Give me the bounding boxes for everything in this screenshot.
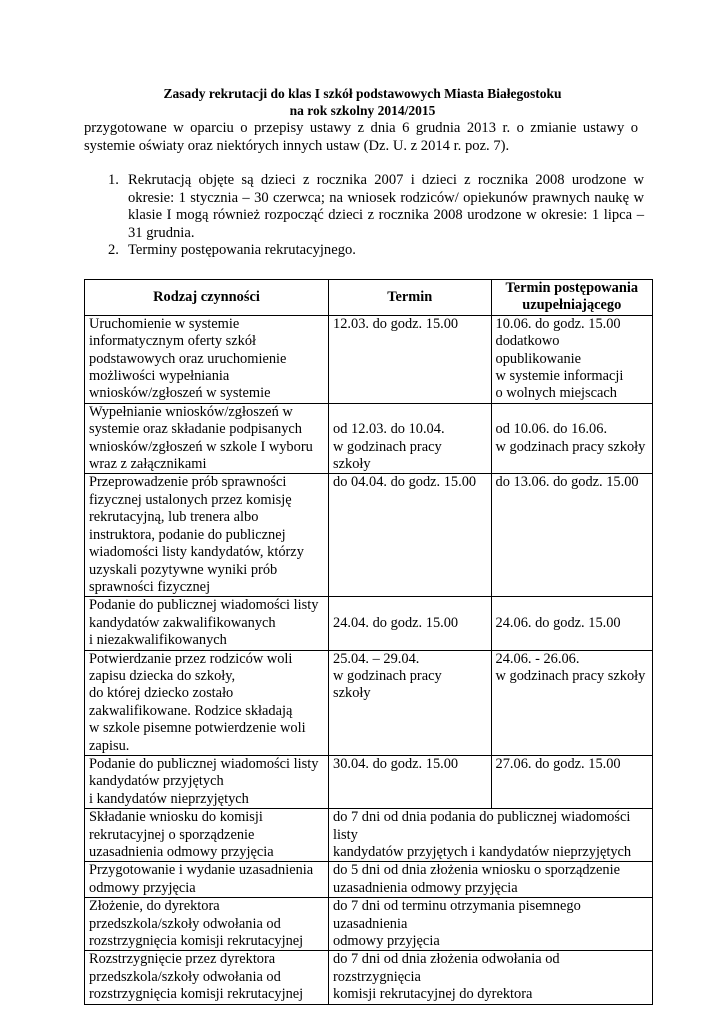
table-row	[85, 474, 653, 597]
cell-supplementary-term	[491, 650, 652, 755]
list-item	[84, 172, 644, 242]
cell-text-line: 24.06. do godz. 15.00	[495, 614, 621, 631]
cell-text-line: możliwości wypełniania	[89, 368, 230, 385]
cell-text-line: szkoły	[333, 456, 371, 473]
header-term: Termin	[329, 280, 492, 316]
cell-text-line: przedszkola/szkoły odwołania od	[89, 915, 281, 932]
cell-text-line: uzasadnienia odmowy przyjęcia	[89, 844, 274, 860]
cell-text-line: w systemie informacji	[495, 368, 624, 385]
table-row	[85, 809, 653, 862]
cell-text-line: i kandydatów nieprzyjętych	[89, 790, 249, 807]
cell-activity	[85, 898, 329, 951]
cell-activity	[85, 403, 329, 474]
list-item-number: 2.	[108, 242, 119, 258]
cell-text-line: do 13.06. do godz. 15.00	[495, 474, 639, 491]
table-row	[85, 650, 653, 755]
cell-text-line: dodatkowo opublikowanie	[495, 333, 582, 367]
cell-text-line: rekrutacyjnej o sporządzenie	[89, 826, 255, 843]
cell-text-line: wraz z załącznikami	[89, 456, 207, 473]
cell-text-line: instruktora, podanie do publicznej	[89, 526, 286, 543]
cell-text-line: zapisu dziecka do szkoły,	[89, 667, 236, 684]
cell-term	[329, 315, 492, 403]
cell-supplementary-term	[491, 597, 652, 650]
cell-text-line: Potwierdzanie przez rodziców woli	[89, 650, 293, 667]
cell-text-line: kandydatów przyjętych	[89, 773, 224, 790]
cell-text-line: do 5 dni od dnia złożenia wniosku o sporządzenie	[333, 862, 620, 879]
cell-text-line: Składanie wniosku do komisji	[89, 809, 263, 826]
cell-supplementary-term	[491, 474, 652, 597]
cell-term	[329, 650, 492, 755]
cell-term	[329, 597, 492, 650]
list-item-text: Rekrutacją objęte są dzieci z rocznika 2007 i dzieci z rocznika 2008 urodzone w okresie: 1 stycznia – 30 czerwca; na wniosek rodziców/ opiekunów prawnych naukę w klasie I mogą również rozpocząć dzieci z rocznika 2008 urodzone w okresie: 1 lipca – 31 grudnia.	[128, 172, 644, 241]
cell-text-line: w godzinach pracy	[333, 438, 442, 455]
cell-text-line: zakwalifikowane. Rodzice składają	[89, 702, 293, 719]
list-item-number: 1.	[108, 172, 119, 188]
cell-text-line: uzasadnienia odmowy przyjęcia	[333, 879, 518, 896]
list-item-text: Terminy postępowania rekrutacyjnego.	[128, 242, 356, 258]
cell-text-line: wniosków/zgłoszeń w szkole I wyboru	[89, 438, 313, 455]
cell-term-merged	[329, 809, 653, 862]
cell-supplementary-term	[491, 755, 652, 808]
table-row	[85, 898, 653, 951]
cell-activity	[85, 597, 329, 650]
intro-paragraph: przygotowane w oparciu o przepisy ustawy z dnia 6 grudnia 2013 r. o zmianie ustawy o systemie oświaty oraz niektórych innych ustaw (Dz. U. z 2014 r. poz. 7).	[84, 120, 638, 154]
cell-text-line: 10.06. do godz. 15.00	[495, 315, 621, 332]
list-item	[84, 242, 644, 260]
cell-text-line: zapisu.	[89, 737, 130, 754]
cell-activity	[85, 951, 329, 1004]
cell-text-line: rekrutacyjną, lub trenera albo	[89, 509, 259, 526]
numbered-list	[84, 172, 644, 260]
cell-text-line: wiadomości listy kandydatów, którzy	[89, 544, 304, 561]
cell-activity	[85, 650, 329, 755]
cell-activity	[85, 315, 329, 403]
cell-text-line: 24.06. - 26.06.	[495, 650, 580, 667]
cell-text-line: do 7 dni od dnia podania do publicznej wiadomości listy	[333, 809, 631, 843]
cell-text-line: rozstrzygnięcia komisji rekrutacyjnej	[89, 986, 304, 1003]
cell-text-line: w szkole pisemne potwierdzenie woli	[89, 720, 306, 737]
cell-term-merged	[329, 862, 653, 898]
cell-text-line: do 7 dni od dnia złożenia odwołania od rozstrzygnięcia	[333, 951, 560, 985]
cell-term	[329, 403, 492, 474]
table-body	[85, 315, 653, 1004]
cell-term-merged	[329, 898, 653, 951]
cell-text-line: 27.06. do godz. 15.00	[495, 755, 621, 772]
cell-text-line: odmowy przyjęcia	[333, 933, 440, 950]
cell-text-line: Przygotowanie i wydanie uzasadnienia	[89, 862, 314, 879]
cell-text-line: do 7 dni od terminu otrzymania pisemnego uzasadnienia	[333, 898, 581, 932]
table-row	[85, 951, 653, 1004]
cell-text-line: systemie oraz składanie podpisanych	[89, 421, 302, 438]
cell-text-line: kandydatów przyjętych i kandydatów nieprzyjętych	[333, 844, 632, 860]
cell-text-line: podstawowych oraz uruchomienie	[89, 350, 287, 367]
cell-text-line: 24.04. do godz. 15.00	[333, 614, 459, 631]
table-row	[85, 755, 653, 808]
cell-text-line: wniosków/zgłoszeń w systemie	[89, 385, 271, 402]
cell-text-line: w godzinach pracy szkoły	[495, 438, 646, 455]
header-activity: Rodzaj czynności	[85, 280, 329, 316]
cell-text-line: do której dziecko zostało	[89, 685, 234, 702]
cell-text-line: Podanie do publicznej wiadomości listy	[89, 755, 319, 772]
table-row	[85, 597, 653, 650]
cell-text-line: Wypełnianie wniosków/zgłoszeń w	[89, 403, 293, 420]
cell-text-line: i niezakwalifikowanych	[89, 632, 227, 649]
cell-text-line: 25.04. – 29.04.	[333, 650, 420, 667]
cell-text-line: szkoły	[333, 685, 371, 702]
cell-text-line: o wolnych miejscach	[495, 385, 617, 402]
table-row	[85, 403, 653, 474]
cell-text-line: odmowy przyjęcia	[89, 879, 196, 896]
cell-text-line: od 12.03. do 10.04.	[333, 421, 445, 438]
table-row	[85, 315, 653, 403]
cell-text-line: fizycznej ustalonych przez komisję	[89, 491, 292, 508]
cell-text-line: Podanie do publicznej wiadomości listy	[89, 597, 319, 614]
document-title-line1: Zasady rekrutacji do klas I szkół podstawowych Miasta Białegostoku	[163, 86, 562, 101]
cell-text-line: przedszkola/szkoły odwołania od	[89, 968, 281, 985]
document-title-line2: na rok szkolny 2014/2015	[289, 103, 436, 118]
recruitment-schedule-table	[84, 279, 653, 1005]
cell-activity	[85, 809, 329, 862]
cell-text-line: od 10.06. do 16.06.	[495, 421, 608, 438]
cell-text-line: 12.03. do godz. 15.00	[333, 315, 459, 332]
cell-supplementary-term	[491, 315, 652, 403]
cell-text-line: Rozstrzygnięcie przez dyrektora	[89, 951, 276, 968]
cell-term-merged	[329, 951, 653, 1004]
table-row	[85, 862, 653, 898]
cell-text-line: 30.04. do godz. 15.00	[333, 755, 459, 772]
cell-activity	[85, 474, 329, 597]
cell-text-line: w godzinach pracy szkoły	[495, 667, 646, 684]
cell-text-line: w godzinach pracy	[333, 667, 442, 684]
cell-text-line: kandydatów zakwalifikowanych	[89, 614, 276, 631]
cell-text-line: uzyskali pozytywne wyniki prób	[89, 561, 278, 578]
cell-text-line: rozstrzygnięcia komisji rekrutacyjnej	[89, 933, 304, 950]
cell-supplementary-term	[491, 403, 652, 474]
cell-activity	[85, 862, 329, 898]
cell-term	[329, 755, 492, 808]
cell-activity	[85, 755, 329, 808]
cell-text-line: Złożenie, do dyrektora	[89, 898, 220, 915]
header-supplementary-term: Termin postępowania uzupełniającego	[491, 280, 652, 316]
cell-text-line: Uruchomienie w systemie	[89, 315, 240, 332]
cell-term	[329, 474, 492, 597]
cell-text-line: informatycznym oferty szkół	[89, 333, 257, 350]
cell-text-line: komisji rekrutacyjnej do dyrektora	[333, 986, 533, 1003]
table-header-row	[85, 280, 653, 316]
cell-text-line: sprawności fizycznej	[89, 578, 211, 595]
cell-text-line: do 04.04. do godz. 15.00	[333, 474, 477, 491]
cell-text-line: Przeprowadzenie prób sprawności	[89, 474, 287, 491]
